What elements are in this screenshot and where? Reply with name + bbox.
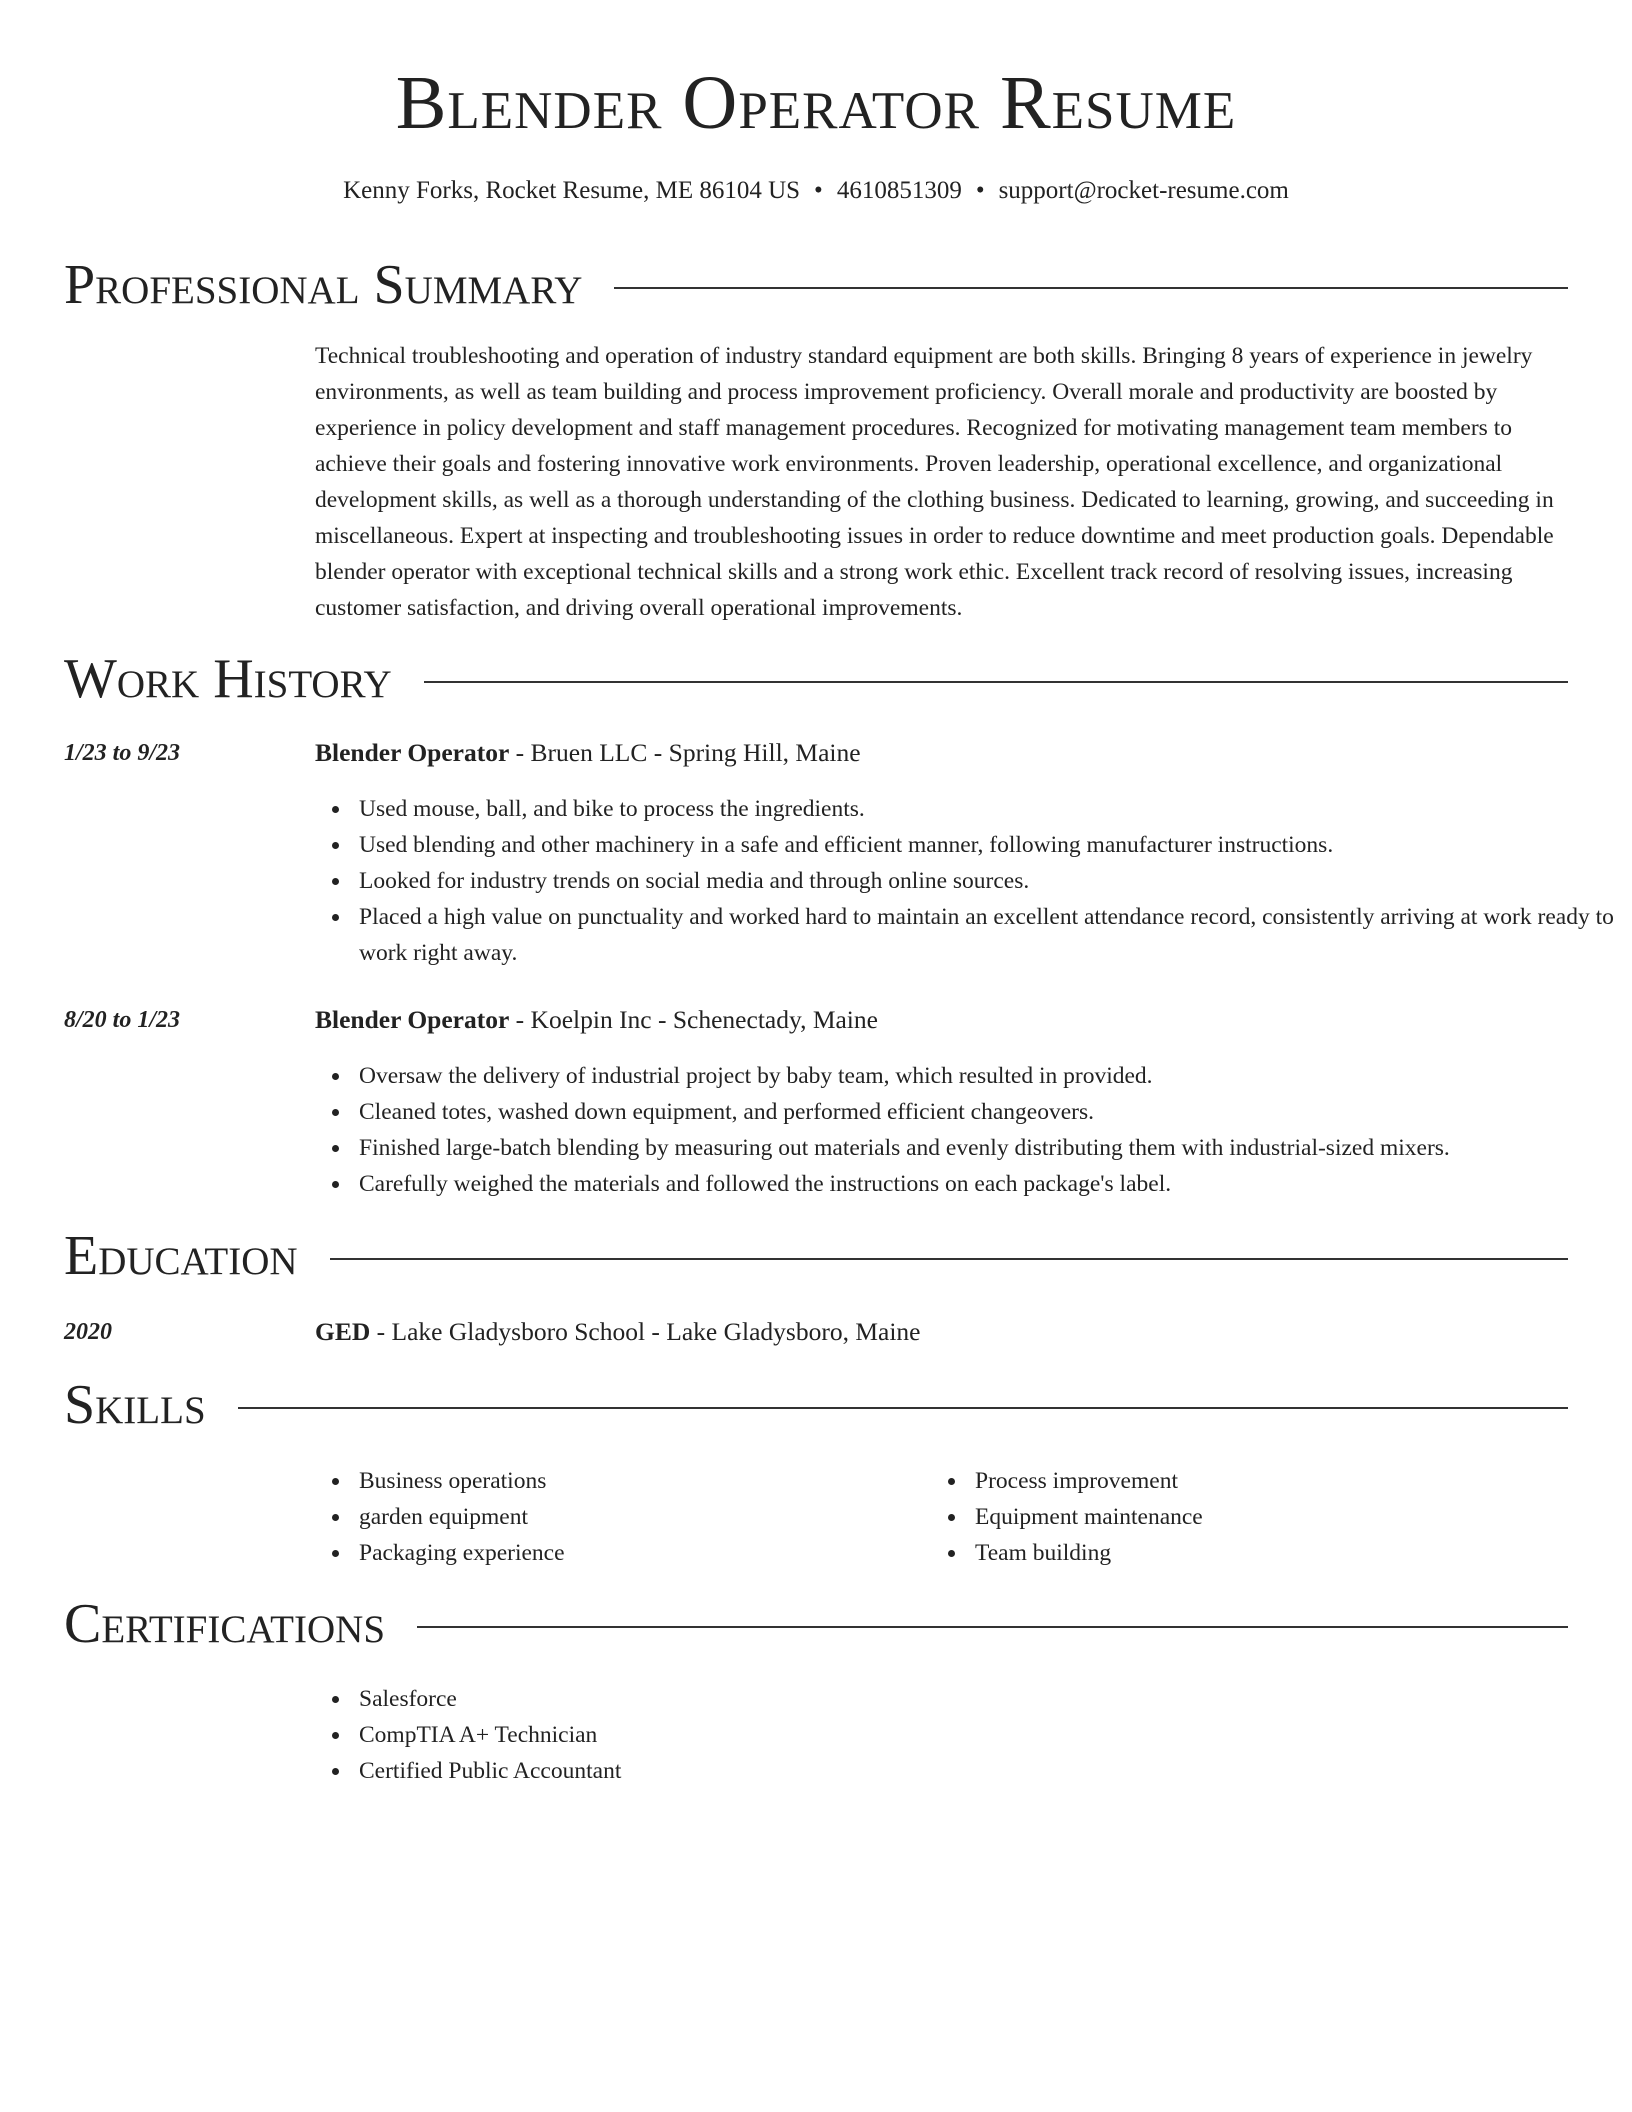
skills-list-right (931, 1463, 1632, 1571)
list-item: Team building (975, 1535, 1632, 1571)
section-heading-education (64, 1224, 1568, 1288)
section-divider (417, 1626, 1568, 1628)
list-item: Business operations (359, 1463, 1624, 1499)
section-title: Skills (64, 1374, 206, 1436)
contact-line (0, 174, 1632, 208)
section-heading-work-history (64, 647, 1568, 711)
contact-address: Kenny Forks, Rocket Resume, ME 86104 US (343, 177, 801, 204)
section-heading-skills (64, 1373, 1568, 1437)
section-heading-summary (64, 253, 1568, 317)
list-item: Cleaned totes, washed down equipment, and performed efficient changeovers. (359, 1094, 1624, 1130)
job-dates: 8/20 to 1/23 (64, 1007, 181, 1033)
section-heading-certifications (64, 1592, 1568, 1656)
job-heading (315, 1003, 878, 1037)
list-item: Looked for industry trends on social media and through online sources. (359, 863, 1624, 899)
education-degree: GED (315, 1317, 371, 1346)
resume-title: Blender Operator Resume (395, 61, 1237, 145)
section-divider (614, 287, 1568, 289)
section-title: Professional Summary (64, 254, 583, 316)
list-item: garden equipment (359, 1499, 1624, 1535)
list-item: Used blending and other machinery in a safe and efficient manner, following manufacturer instructions. (359, 827, 1624, 863)
list-item: Process improvement (975, 1463, 1632, 1499)
section-title: Education (64, 1225, 298, 1287)
section-divider (238, 1407, 1568, 1409)
list-item: CompTIA A+ Technician (359, 1717, 1624, 1753)
list-item: Packaging experience (359, 1535, 1624, 1571)
summary-text: Technical troubleshooting and operation of industry standard equipment are both skills. Bringing 8 years of experience in jewelry environments, as well as team building and process improvement proficiency. Overall morale and productivity are boosted by experience in policy development and staff management procedures. Recognized for motivating management team members to achieve their goals and fostering innovative work environments. Proven leadership, operational excellence, and organizational development skills, as well as a thorough understanding of the clothing business. Dedicated to learning, growing, and succeeding in miscellaneous. Expert at inspecting and troubleshooting issues in order to reduce downtime and meet production goals. Dependable blender operator with exceptional technical skills and a strong work ethic. Excellent track record of resolving issues, increasing customer satisfaction, and driving overall operational improvements. (315, 343, 1554, 621)
section-title: Certifications (64, 1593, 386, 1655)
section-divider (424, 681, 1568, 683)
job-heading (315, 736, 861, 770)
education-entry (315, 1315, 921, 1349)
section-divider (330, 1258, 1568, 1260)
education-year: 2020 (64, 1319, 112, 1345)
contact-separator: • (814, 177, 823, 204)
job-bullets (315, 791, 1624, 971)
job-dates: 1/23 to 9/23 (64, 740, 181, 766)
job-title: Blender Operator (315, 1005, 510, 1034)
certifications-list (315, 1681, 1624, 1789)
job-company: - Bruen LLC - Spring Hill, Maine (509, 738, 861, 767)
job-title: Blender Operator (315, 738, 510, 767)
list-item: Finished large-batch blending by measuring out materials and evenly distributing them with industrial-sized mixers. (359, 1130, 1624, 1166)
list-item: Carefully weighed the materials and followed the instructions on each package's label. (359, 1166, 1624, 1202)
job-bullets (315, 1058, 1624, 1202)
list-item: Equipment maintenance (975, 1499, 1632, 1535)
contact-separator: • (975, 177, 985, 204)
education-school: - Lake Gladysboro School - Lake Gladysboro, Maine (370, 1317, 921, 1346)
list-item: Used mouse, ball, and bike to process the ingredients. (359, 791, 1624, 827)
list-item: Salesforce (359, 1681, 1624, 1717)
contact-email: support@rocket-resume.com (998, 177, 1289, 204)
list-item: Oversaw the delivery of industrial project by baby team, which resulted in provided. (359, 1058, 1624, 1094)
list-item: Certified Public Accountant (359, 1753, 1624, 1789)
contact-phone: 4610851309 (836, 177, 962, 204)
job-company: - Koelpin Inc - Schenectady, Maine (509, 1005, 878, 1034)
section-title: Work History (64, 648, 392, 710)
list-item: Placed a high value on punctuality and worked hard to maintain an excellent attendance record, consistently arriving at work ready to work right away. (359, 899, 1624, 971)
